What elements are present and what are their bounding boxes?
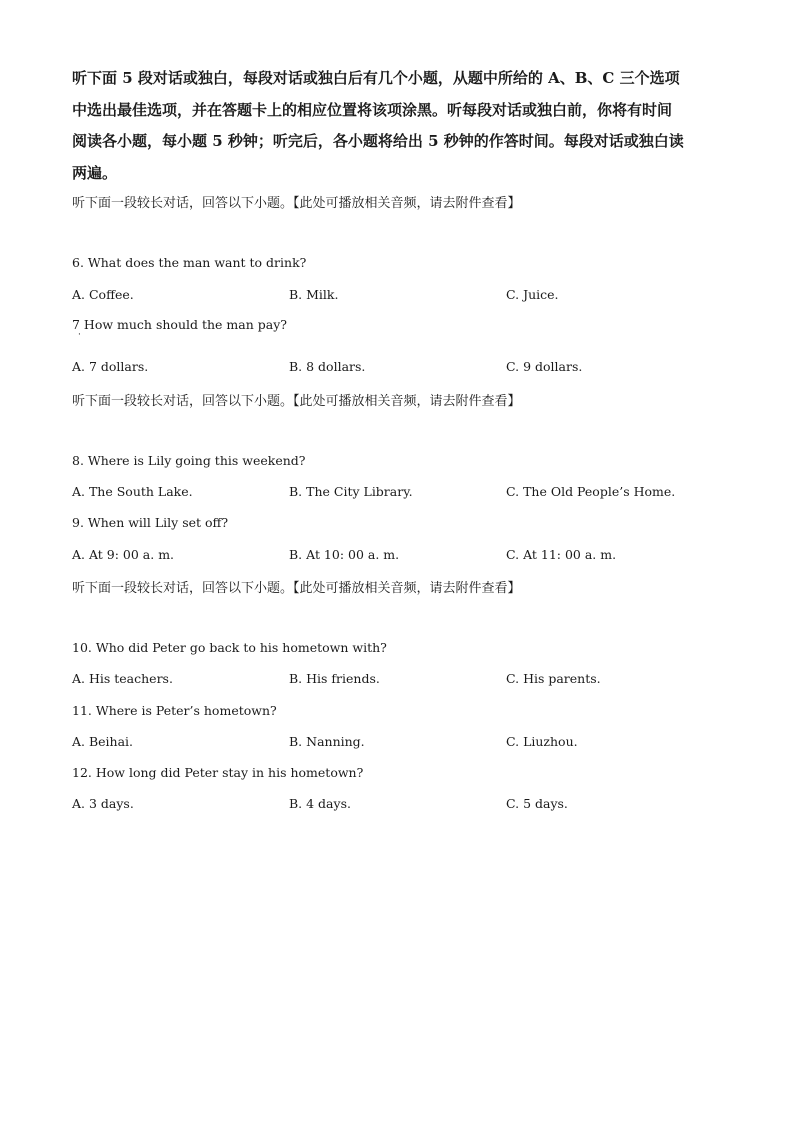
question-8-option-b: B. The City Library. — [289, 484, 413, 499]
question-10: 10. Who did Peter go back to his hometown with? — [72, 640, 387, 655]
section-1-subheader: 听下面一段较长对话，回答以下小题。【此处可播放相关音频，请去附件查看】 — [72, 196, 521, 211]
question-6-option-c: C. Juice. — [506, 287, 559, 302]
instructions-line-2: 中选出最佳选项，并在答题卡上的相应位置将该项涂黑。听每段对话或独白前，你将有时间 — [72, 100, 673, 119]
question-8-option-c: C. The Old People’s Home. — [506, 484, 676, 499]
question-9-option-a: A. At 9: 00 a. m. — [72, 547, 175, 562]
question-7-option-a: A. 7 dollars. — [72, 359, 149, 374]
question-8-option-a: A. The South Lake. — [72, 484, 193, 499]
question-12: 12. How long did Peter stay in his hometown? — [72, 765, 364, 780]
instructions-line-3: 阅读各小题，每小题 5 秒钟；听完后，各小题将给出 5 秒钟的作答时间。每段对话或独白读 — [72, 132, 684, 150]
section-3-subheader: 听下面一段较长对话，回答以下小题。【此处可播放相关音频，请去附件查看】 — [72, 581, 521, 596]
question-7-option-c: C. 9 dollars. — [506, 359, 583, 374]
instructions-paragraph — [72, 63, 732, 189]
question-9-option-b: B. At 10: 00 a. m. — [289, 547, 400, 562]
instructions-line-4: 两遍。 — [72, 163, 118, 182]
question-11-option-c: C. Liuzhou. — [506, 734, 578, 749]
question-10-option-c: C. His parents. — [506, 671, 601, 686]
question-12-option-b: B. 4 days. — [289, 796, 351, 811]
stray-mark: · — [78, 330, 81, 340]
question-7-option-b: B. 8 dollars. — [289, 359, 366, 374]
instructions-line-1: 听下面 5 段对话或独白，每段对话或独白后有几个小题，从题中所给的 A、B、C 三个选项 — [72, 69, 680, 87]
question-6: 6. What does the man want to drink? — [72, 255, 307, 270]
question-10-option-b: B. His friends. — [289, 671, 380, 686]
section-2-subheader: 听下面一段较长对话，回答以下小题。【此处可播放相关音频，请去附件查看】 — [72, 394, 521, 409]
question-11-option-b: B. Nanning. — [289, 734, 365, 749]
question-9-option-c: C. At 11: 00 a. m. — [506, 547, 617, 562]
question-11: 11. Where is Peter’s hometown? — [72, 703, 277, 718]
question-7: 7 How much should the man pay? — [72, 317, 287, 332]
question-12-option-a: A. 3 days. — [72, 796, 134, 811]
question-11-option-a: A. Beihai. — [72, 734, 134, 749]
question-6-option-b: B. Milk. — [289, 287, 339, 302]
question-8: 8. Where is Lily going this weekend? — [72, 453, 306, 468]
question-6-option-a: A. Coffee. — [72, 287, 134, 302]
question-10-option-a: A. His teachers. — [72, 671, 173, 686]
question-12-option-c: C. 5 days. — [506, 796, 568, 811]
question-9: 9. When will Lily set off? — [72, 515, 229, 530]
